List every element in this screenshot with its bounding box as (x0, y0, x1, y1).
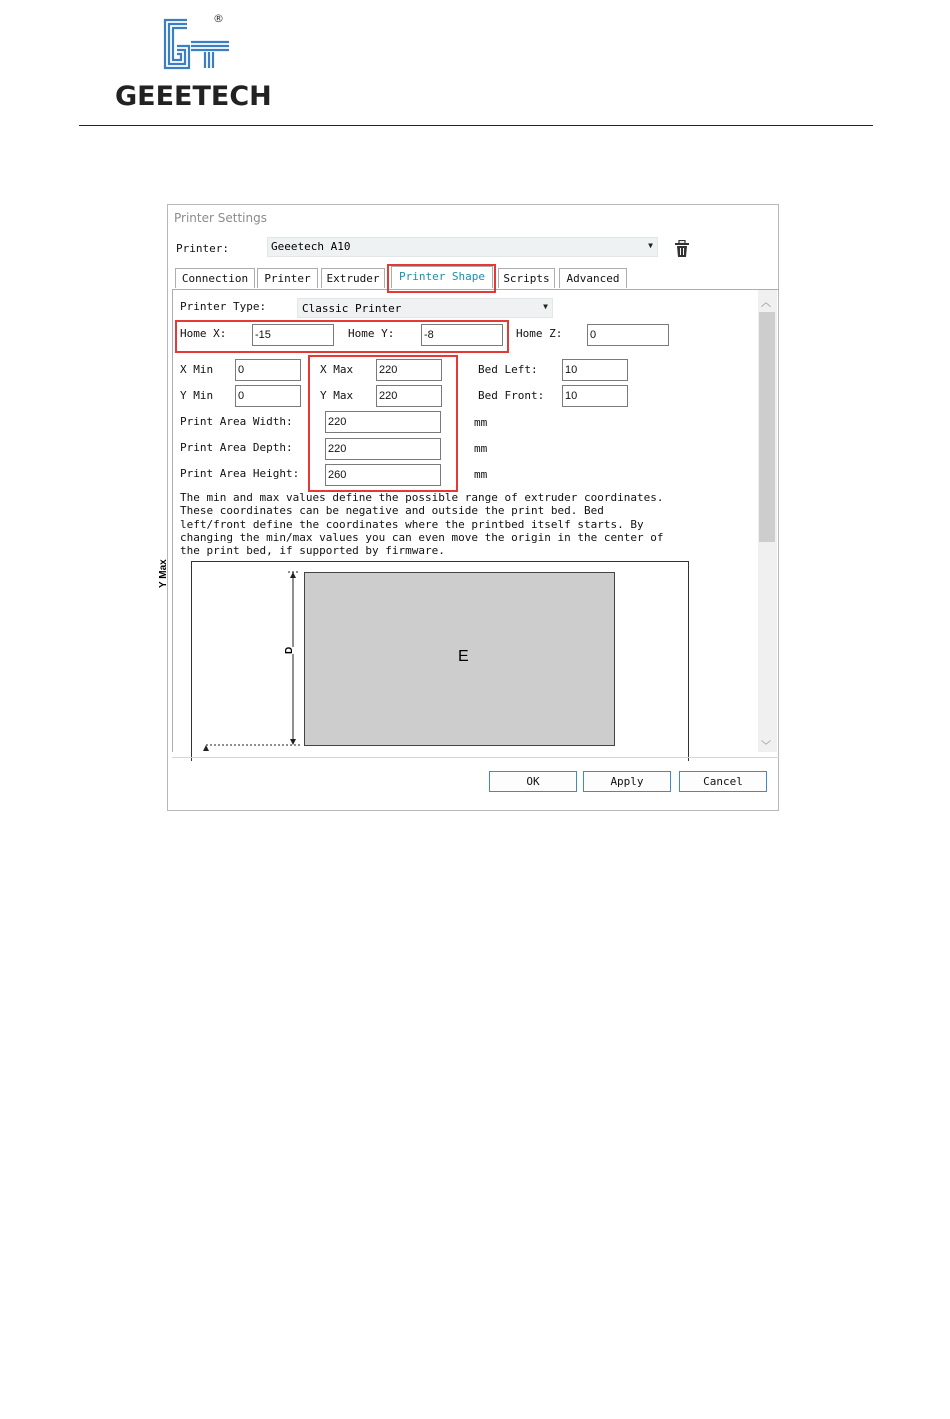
print-area-height-label: Print Area Height: (180, 467, 300, 480)
registered-mark: ® (213, 12, 224, 25)
highlight-tab-box (387, 264, 496, 293)
home-y-label: Home Y: (348, 327, 395, 340)
x-max-label: X Max (320, 363, 354, 376)
chevron-down-icon[interactable]: ﹀ (761, 741, 771, 752)
x-min-label: X Min (180, 363, 214, 376)
tab-printer-shape[interactable]: Printer Shape (391, 266, 493, 288)
ok-button[interactable]: OK (489, 771, 577, 792)
home-x-label: Home X: (180, 327, 227, 340)
home-x-field[interactable]: -15 (252, 324, 334, 346)
header-divider (79, 125, 873, 126)
bed-left-label: Bed Left: (478, 363, 538, 376)
depth-dimension-label: D (284, 646, 295, 654)
bed-left-field[interactable]: 10 (562, 359, 628, 381)
bed-front-label: Bed Front: (478, 389, 545, 402)
home-y-field[interactable]: -8 (421, 324, 503, 346)
print-area-depth-unit: mm (474, 442, 488, 455)
chevron-down-icon: ▼ (648, 241, 653, 250)
dialog-title: Printer Settings (174, 211, 267, 225)
highlight-max-area-box (308, 355, 458, 492)
printer-type-select[interactable] (297, 298, 553, 318)
home-z-field[interactable]: 0 (587, 324, 669, 346)
y-min-label: Y Min (180, 389, 214, 402)
printer-type-value: Classic Printer (302, 302, 402, 315)
tab-extruder[interactable]: Extruder (321, 268, 385, 288)
cancel-button[interactable]: Cancel (679, 771, 767, 792)
print-area-height-field[interactable]: 260 (325, 464, 441, 486)
print-area-width-unit: mm (474, 416, 488, 429)
bed-front-field[interactable]: 10 (562, 385, 628, 407)
printer-type-label: Printer Type: (180, 300, 267, 313)
printer-select[interactable] (267, 237, 658, 257)
chevron-up-icon[interactable]: ︿ (761, 298, 771, 309)
print-area-width-field[interactable]: 220 (325, 411, 441, 433)
tab-advanced[interactable]: Advanced (559, 268, 627, 288)
trash-icon[interactable] (674, 240, 690, 258)
print-area-height-unit: mm (474, 468, 488, 481)
description-text: The min and max values define the possible range of extruder coordinates. These coordinates can be negative and outside the print bed. Bed left/front define the coordinates where the printbed itself starts. By changing the min/max values you can even move the origin in the center of the print bed, if supported by firmware. (180, 491, 664, 558)
extruder-area-label: E (458, 648, 469, 665)
y-min-field[interactable]: 0 (235, 385, 301, 407)
tab-printer[interactable]: Printer (257, 268, 318, 288)
dimension-lines (190, 565, 320, 755)
print-area-depth-field[interactable]: 220 (325, 438, 441, 460)
printer-select-value: Geeetech A10 (271, 240, 351, 253)
x-min-field[interactable]: 0 (235, 359, 301, 381)
y-max-axis-label: Y Max (158, 559, 169, 588)
x-max-field[interactable]: 220 (376, 359, 442, 381)
scrollbar-thumb[interactable] (759, 312, 775, 542)
brand-name: GEEETECH (115, 81, 272, 112)
y-max-label: Y Max (320, 389, 354, 402)
footer-divider (172, 757, 779, 758)
apply-button[interactable]: Apply (583, 771, 671, 792)
tab-connection[interactable]: Connection (175, 268, 255, 288)
print-area-width-label: Print Area Width: (180, 415, 293, 428)
chevron-down-icon: ▼ (543, 302, 548, 311)
geeetech-logo (115, 12, 285, 112)
print-area-depth-label: Print Area Depth: (180, 441, 293, 454)
home-z-label: Home Z: (516, 327, 563, 340)
y-max-field[interactable]: 220 (376, 385, 442, 407)
highlight-home-box (175, 320, 509, 353)
printer-label: Printer: (176, 242, 229, 255)
tab-scripts[interactable]: Scripts (498, 268, 555, 288)
